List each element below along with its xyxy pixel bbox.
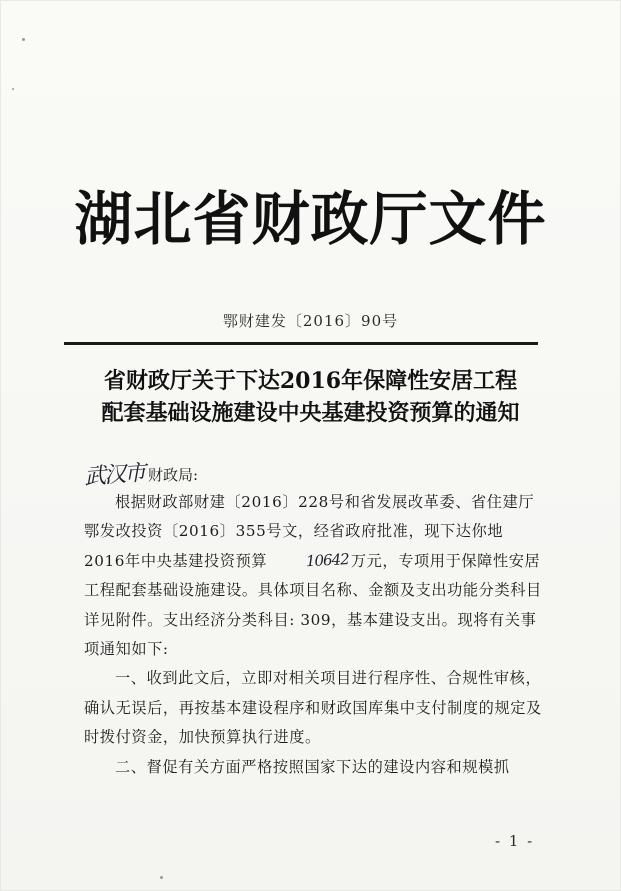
body-paragraph-3: 二、督促有关方面严格按照国家下达的建设内容和规模抓 (115, 757, 510, 776)
handwritten-recipient-name: 武汉市 (83, 460, 145, 491)
scan-speck (12, 88, 14, 90)
body-paragraph-2: 一、收到此文后，立即对相关项目进行程序性、合规性审核，确认无误后，再按基本建设程序和财政国库集中支付制度的规定及时拨付资金，加快预算执行进度。 (84, 669, 542, 747)
subject-line-2: 配套基础设施建设中央基建投资预算的通知 (101, 400, 520, 426)
scan-speck (160, 876, 163, 879)
addressee-label: 财政局: (148, 466, 199, 484)
paragraph-1-text-a: 根据财政部财建〔2016〕228号和省发展改革委、省住建厅鄂发改投资〔2016〕355号文，经省政府批准，现下达你地2016年中央基建投资预算 (84, 493, 535, 570)
document-header-title: 湖北省财政厅文件 (74, 185, 547, 253)
subject-line-1: 省财政厅关于下达2016年保障性安居工程 (103, 368, 518, 394)
scan-speck (22, 38, 25, 41)
header-divider-rule (64, 342, 538, 345)
notice-body (84, 488, 544, 782)
page-number: - 1 - (495, 832, 535, 850)
notice-subject (60, 365, 561, 429)
addressee-line (84, 455, 198, 489)
body-paragraph-1 (84, 488, 544, 664)
handwritten-amount: 10642 (305, 549, 350, 571)
document-number: 鄂财建发〔2016〕90号 (222, 312, 399, 330)
paragraph-1-text-b: 万元，专项用于保障性安居工程配套基础设施建设。具体项目名称、金额及支出功能分类科目详见附件。支出经济分类科目: 309，基本建设支出。现将有关事项通知如下: (84, 551, 542, 659)
